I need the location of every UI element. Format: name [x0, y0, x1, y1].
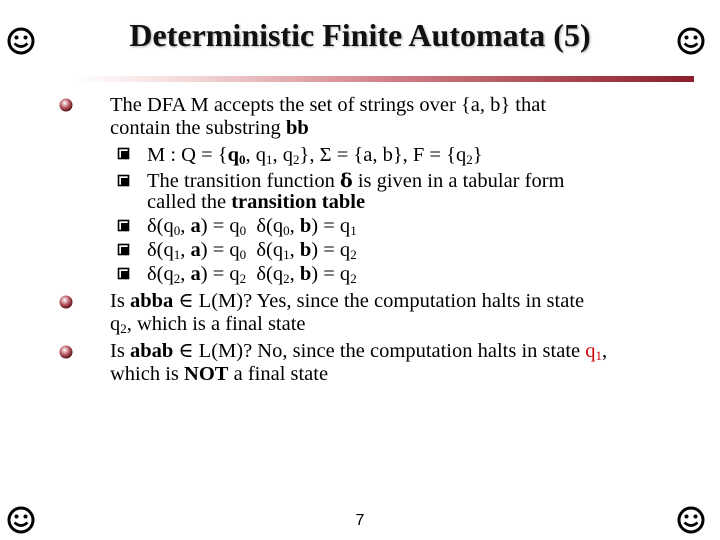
text-run: , q: [245, 144, 267, 166]
subscript: 0: [239, 223, 247, 238]
text-run: δ(q: [246, 215, 284, 237]
highlighted-state: q: [585, 340, 596, 362]
text-run: is given in a tabular form: [352, 170, 565, 192]
abba-answer-continuation: [110, 313, 306, 336]
text-run: ) = q: [311, 263, 351, 285]
text-run: ,: [180, 263, 191, 285]
input-symbol: b: [299, 239, 312, 261]
subscript: 2: [283, 271, 290, 286]
subscript: 0: [283, 223, 290, 238]
input-symbol: a: [190, 215, 201, 237]
text-run: ∈ L(M)? No, since the computation halts in state: [173, 340, 586, 362]
subscript: 0: [173, 223, 181, 238]
text-run: Is: [110, 290, 130, 312]
subscript: 2: [350, 247, 357, 262]
text-run: called the: [147, 191, 232, 213]
subscript: 2: [350, 271, 357, 286]
text-run: q: [110, 313, 121, 335]
input-symbol: a: [190, 263, 201, 285]
bullet-abc-line: [110, 94, 546, 117]
text-run: ,: [180, 239, 191, 261]
text-run: δ(q: [246, 239, 284, 261]
transition-function-line: [147, 170, 564, 193]
text-run: δ(q: [147, 239, 174, 261]
text-run: ,: [289, 263, 300, 285]
text-run: contain the substring: [110, 117, 286, 139]
subscript: 1: [266, 152, 273, 167]
input-string: abab: [129, 340, 174, 362]
subscript: 0: [239, 152, 246, 167]
transition-table-line: [147, 191, 365, 214]
square-bullet-icon: [117, 147, 131, 161]
subscript: 1: [283, 247, 290, 262]
text-run: ,: [601, 340, 608, 362]
subscript: 1: [595, 348, 602, 363]
start-state: q: [227, 144, 240, 166]
text-run: a final state: [228, 363, 329, 385]
abab-answer-continuation: [110, 363, 328, 386]
sphere-bullet-icon: [58, 97, 74, 113]
transition-row: [147, 215, 357, 238]
bullet-text: The DFA M accepts the set of strings over {a, b} that: [110, 94, 547, 116]
bullet-continuation: [110, 117, 309, 140]
square-bullet-icon: [117, 267, 131, 281]
title-divider: [20, 76, 694, 82]
abab-question: [110, 340, 607, 363]
text-run: ,: [289, 215, 300, 237]
subscript: 0: [239, 247, 247, 262]
text-run: δ(q: [147, 215, 174, 237]
subscript: 2: [173, 271, 181, 286]
text-run: ) = q: [200, 263, 240, 285]
text-run: ,: [180, 215, 191, 237]
input-symbol: b: [299, 263, 312, 285]
input-symbol: a: [190, 239, 201, 261]
text-run: ) = q: [200, 239, 240, 261]
text-run: ) = q: [200, 215, 240, 237]
text-run: ,: [289, 239, 300, 261]
text-run: The transition function: [147, 170, 340, 192]
substring-bb: bb: [285, 117, 309, 139]
page-number: 7: [355, 512, 365, 529]
subscript: 1: [173, 247, 181, 262]
subscript: 2: [120, 321, 127, 336]
smiley-face-icon: [676, 26, 706, 56]
delta-symbol: δ: [340, 170, 353, 192]
text-run: δ(q: [147, 263, 174, 285]
dfa-definition: [147, 144, 483, 167]
text-run: δ(q: [246, 263, 284, 285]
sphere-bullet-icon: [58, 294, 74, 310]
not-emphasis: NOT: [184, 363, 229, 385]
transition-row: [147, 239, 357, 262]
text-run: ) = q: [311, 215, 351, 237]
text-run: which is: [110, 363, 185, 385]
slide-title: Deterministic Finite Automata (5): [129, 17, 591, 53]
transition-table-term: transition table: [231, 191, 366, 213]
text-run: , which is a final state: [126, 313, 306, 335]
abba-question: [110, 290, 584, 313]
subscript: 2: [239, 271, 247, 286]
input-symbol: b: [299, 215, 312, 237]
subscript: 1: [350, 223, 357, 238]
square-bullet-icon: [117, 243, 131, 257]
square-bullet-icon: [117, 219, 131, 233]
subscript: 2: [293, 152, 300, 167]
text-run: ) = q: [311, 239, 351, 261]
text-run: }, Σ = {a, b}, F = {q: [299, 144, 467, 166]
text-run: Is: [110, 340, 130, 362]
subscript: 2: [466, 152, 473, 167]
smiley-face-icon: [6, 26, 36, 56]
text-run: ∈ L(M)? Yes, since the computation halts in state: [173, 290, 585, 312]
text-run: M : Q = {: [147, 144, 228, 166]
text-run: }: [472, 144, 483, 166]
input-string: abba: [129, 290, 174, 312]
transition-row: [147, 263, 357, 286]
text-run: , q: [272, 144, 294, 166]
sphere-bullet-icon: [58, 344, 74, 360]
square-bullet-icon: [117, 174, 131, 188]
